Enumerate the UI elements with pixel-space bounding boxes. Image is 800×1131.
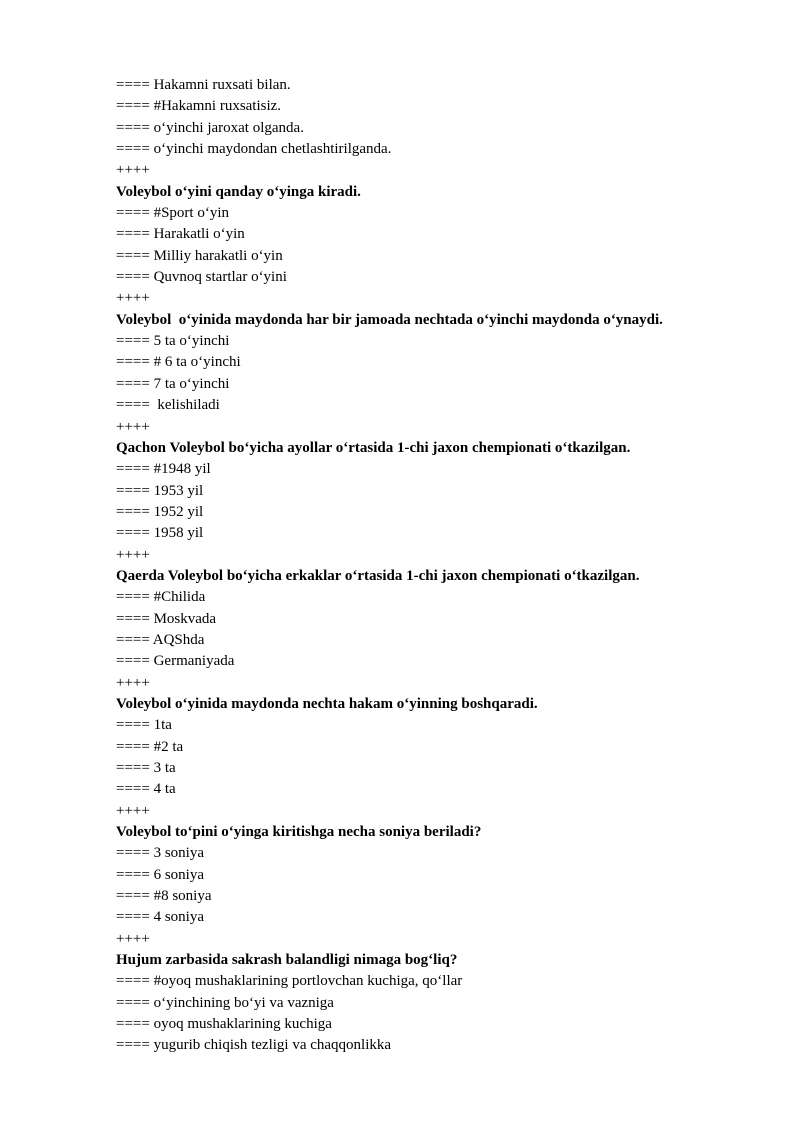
answer-option: ==== yugurib chiqish tezligi va chaqqonlikka	[116, 1037, 392, 1054]
answer-option: ==== Quvnoq startlar o‘yini	[116, 269, 287, 286]
question-text: Voleybol to‘pini o‘yinga kiritishga necha soniya beriladi?	[116, 824, 482, 841]
answer-option: ==== o‘yinchining bo‘yi va vazniga	[116, 994, 334, 1011]
separator-line: ++++	[116, 802, 150, 819]
answer-option: ==== 6 soniya	[116, 866, 205, 883]
answer-option: ==== #2 ta	[116, 738, 184, 755]
answer-option: ==== Milliy harakatli o‘yin	[116, 247, 283, 264]
answer-option: ==== 1ta	[116, 717, 172, 734]
separator-line: ++++	[116, 674, 150, 691]
answer-option: ==== 5 ta o‘yinchi	[116, 333, 230, 350]
separator-line: ++++	[116, 418, 150, 435]
question-text: Voleybol o‘yini qanday o‘yinga kiradi.	[116, 183, 361, 200]
question-text: Hujum zarbasida sakrash balandligi nimaga bog‘liq?	[116, 952, 458, 969]
answer-option: ==== # 6 ta o‘yinchi	[116, 354, 241, 371]
separator-line: ++++	[116, 290, 150, 307]
answer-option: ==== 1952 yil	[116, 503, 204, 520]
question-text: Voleybol o‘yinida maydonda nechta hakam o‘yinning boshqaradi.	[116, 695, 538, 712]
separator-line: ++++	[116, 546, 150, 563]
question-text: Qachon Voleybol bo‘yicha ayollar o‘rtasida 1-chi jaxon chempionati o‘tkazilgan.	[116, 439, 631, 456]
answer-option: ==== oyoq mushaklarining kuchiga	[116, 1016, 332, 1033]
answer-option: ==== Moskvada	[116, 610, 217, 627]
answer-option: ==== 1953 yil	[116, 482, 204, 499]
separator-line: ++++	[116, 162, 150, 179]
answer-option: ==== kelishiladi	[116, 397, 220, 414]
answer-option: ==== #Sport o‘yin	[116, 205, 230, 222]
answer-option: ==== Hakamni ruxsati bilan.	[116, 77, 291, 93]
answer-option: ==== Germaniyada	[116, 653, 235, 670]
answer-option: ==== #Chilida	[116, 589, 206, 606]
answer-option: ==== #1948 yil	[116, 461, 211, 478]
answer-option: ==== 4 soniya	[116, 909, 205, 926]
question-text: Voleybol o‘yinida maydonda har bir jamoada nechtada o‘yinchi maydonda o‘ynaydi.	[116, 311, 663, 328]
answer-option: ==== AQShda	[116, 631, 205, 648]
answer-option: ==== 3 soniya	[116, 845, 205, 862]
answer-option: ==== #8 soniya	[116, 888, 212, 905]
answer-option: ==== #Hakamni ruxsatisiz.	[116, 98, 282, 115]
answer-option: ==== 7 ta o‘yinchi	[116, 375, 230, 392]
answer-option: ==== 3 ta	[116, 760, 176, 776]
answer-option: ==== 4 ta	[116, 781, 176, 798]
answer-option: ==== 1958 yil	[116, 525, 204, 542]
answer-option: ==== o‘yinchi maydondan chetlashtirilganda.	[116, 141, 392, 158]
answer-option: ==== Harakatli o‘yin	[116, 226, 245, 243]
question-text: Qaerda Voleybol bo‘yicha erkaklar o‘rtasida 1-chi jaxon chempionati o‘tkazilgan.	[116, 567, 640, 584]
document-page	[116, 75, 756, 1057]
separator-line: ++++	[116, 930, 150, 947]
answer-option: ==== #oyoq mushaklarining portlovchan kuchiga, qo‘llar	[116, 973, 463, 990]
answer-option: ==== o‘yinchi jaroxat olganda.	[116, 119, 304, 136]
